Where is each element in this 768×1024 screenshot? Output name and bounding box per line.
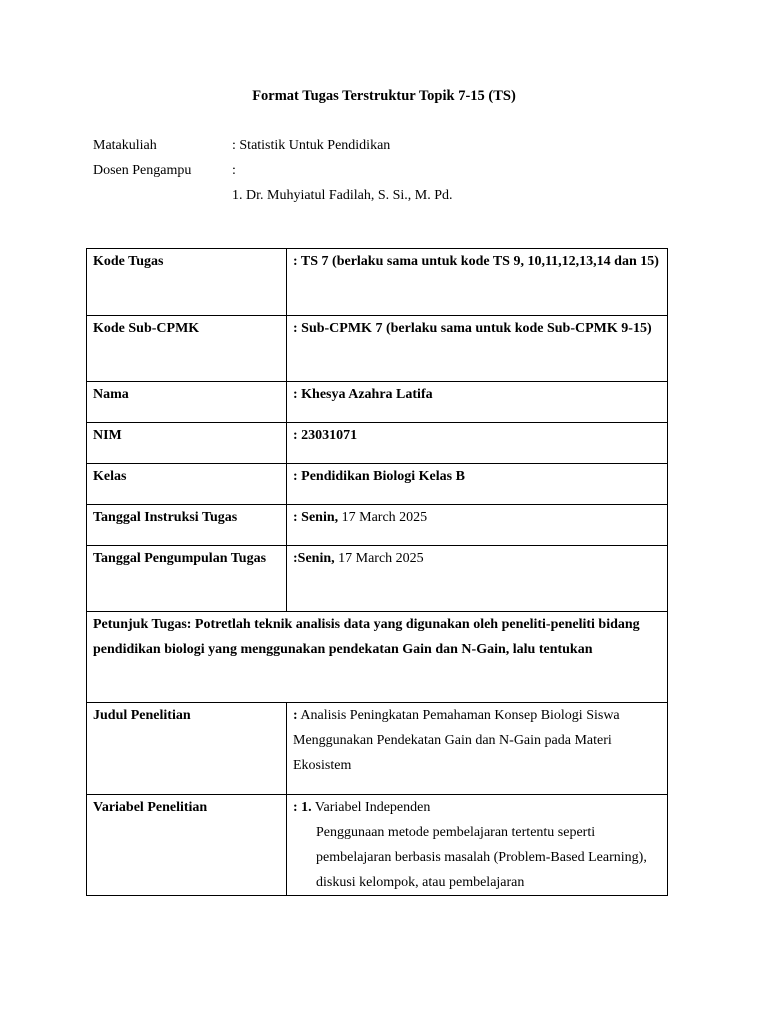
kelas-value: : Pendidikan Biologi Kelas B (287, 464, 668, 505)
dosen-label: Dosen Pengampu (93, 163, 192, 178)
petunjuk-tugas: Petunjuk Tugas: Potretlah teknik analisis data yang digunakan oleh peneliti-peneliti bidang pendidikan biologi yang menggunakan pendekatan Gain dan N-Gain, lalu tentukan (87, 612, 668, 703)
judul-label: Judul Penelitian (87, 703, 287, 795)
pengumpulan-value (287, 546, 668, 612)
table-row (87, 703, 668, 795)
judul-colon: : (293, 708, 298, 723)
pengumpulan-label: Tanggal Pengumpulan Tugas (87, 546, 287, 612)
pengumpulan-day: :Senin, (293, 551, 335, 566)
pengumpulan-date: 17 March 2025 (334, 551, 424, 566)
kode-subcpmk-label: Kode Sub-CPMK (87, 316, 287, 382)
judul-text: Analisis Peningkatan Pemahaman Konsep Biologi Siswa Menggunakan Pendekatan Gain dan N-Gain pada Materi Ekosistem (293, 708, 620, 773)
table-row (87, 382, 668, 423)
instruksi-day: : Senin, (293, 510, 339, 525)
kode-tugas-label: Kode Tugas (87, 249, 287, 316)
task-table (86, 248, 668, 896)
variabel-number: : 1. (293, 800, 312, 815)
kode-tugas-value: : TS 7 (berlaku sama untuk kode TS 9, 10,11,12,13,14 dan 15) (287, 249, 668, 316)
instruksi-label: Tanggal Instruksi Tugas (87, 505, 287, 546)
dosen-item: 1. Dr. Muhyiatul Fadilah, S. Si., M. Pd. (232, 188, 453, 203)
nama-value: : Khesya Azahra Latifa (287, 382, 668, 423)
document-title: Format Tugas Terstruktur Topik 7-15 (TS) (252, 88, 516, 104)
variabel-value (287, 795, 668, 896)
nama-label: Nama (87, 382, 287, 423)
variabel-item: Variabel Independen (311, 800, 431, 815)
variabel-label: Variabel Penelitian (87, 795, 287, 896)
matakuliah-value: : Statistik Untuk Pendidikan (232, 138, 391, 153)
table-row (87, 464, 668, 505)
dosen-colon: : (232, 163, 236, 178)
table-row (87, 795, 668, 896)
judul-value (287, 703, 668, 795)
table-row (87, 505, 668, 546)
nim-label: NIM (87, 423, 287, 464)
table-row (87, 249, 668, 316)
kelas-label: Kelas (87, 464, 287, 505)
table-row (87, 612, 668, 703)
instruksi-date: 17 March 2025 (338, 510, 428, 525)
kode-subcpmk-value: : Sub-CPMK 7 (berlaku sama untuk kode Sub-CPMK 9-15) (287, 316, 668, 382)
nim-value: : 23031071 (287, 423, 668, 464)
matakuliah-label: Matakuliah (93, 138, 157, 153)
instruksi-value (287, 505, 668, 546)
variabel-desc: Penggunaan metode pembelajaran tertentu seperti pembelajaran berbasis masalah (Problem-Based Learning), diskusi kelompok, atau pembelajaran (316, 825, 647, 890)
table-row (87, 423, 668, 464)
table-row (87, 546, 668, 612)
table-row (87, 316, 668, 382)
